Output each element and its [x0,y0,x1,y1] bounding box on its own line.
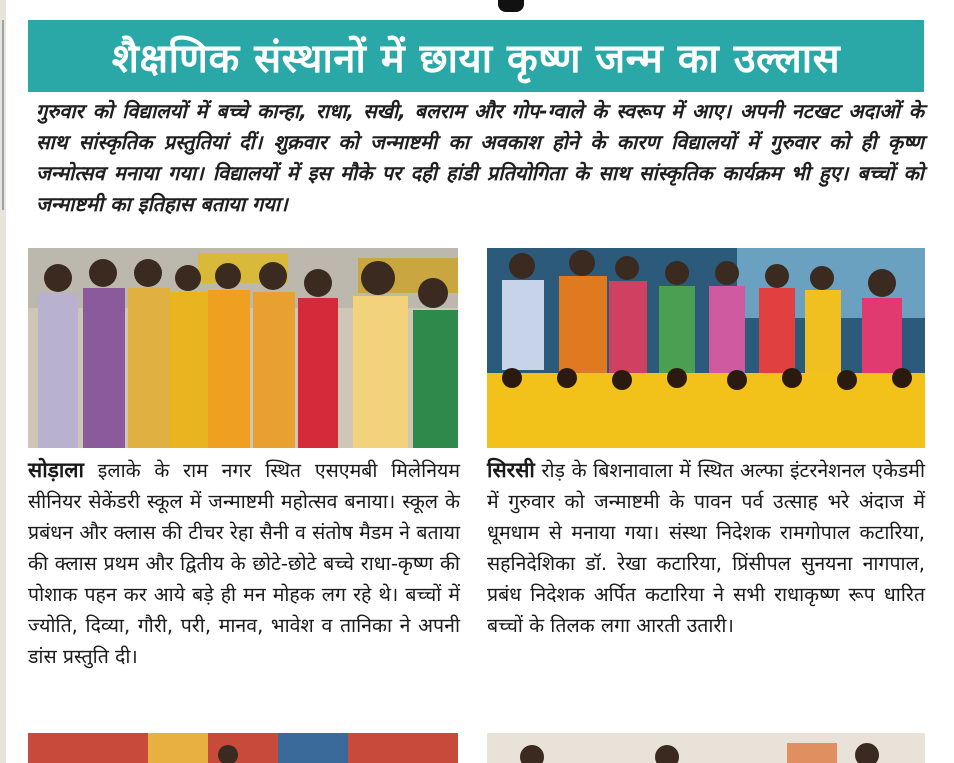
headline-banner [28,20,924,92]
story-sodala [28,455,460,672]
story-dateline: सिरसी [487,458,535,482]
photo-strip-cropped [487,733,925,763]
story-body: रोड़ के बिशनावाला में स्थित अल्फा इंटरनेशनल एकेडमी में गुरुवार को जन्माष्टमी के पावन पर्व उत्साह भरे अंदाज में धूमधाम से मनाया गया। संस्था निदेशक रामगोपाल कटारिया, सहनिदेशिका डॉ. रेखा कटारिया, प्रिंसीपल सुनयना नागपाल, प्रबंध निदेशक अर्पित कटारिया ने सभी राधाकृष्ण रूप धारित बच्चों के तिलक लगा आरती उतारी। [487,459,925,637]
story-sirsi [487,455,925,641]
page-edge [0,0,6,763]
photo-strip-cropped [28,733,458,763]
photo-school-celebration [487,248,925,448]
cropped-heading-glyph [498,0,524,12]
column-rule [2,20,4,210]
story-body: इलाके के राम नगर स्थित एसएमबी मिलेनियम सीनियर सेकेंडरी स्कूल में जन्माष्टमी महोत्सव बनाया। स्कूल के प्रबंधन और क्लास की टीचर रेहा सैनी व संतोष मैडम ने बताया की क्लास प्रथम और द्वितीय के छोटे-छोटे बच्चे राधा-कृष्ण की पोशाक पहन कर आये बड़े ही मन मोहक लग रहे थे। बच्चों में ज्योति, दिव्या, गौरी, परी, मानव, भावेश व तानिका ने अपनी डांस प्रस्तुति दी। [28,459,460,668]
lede-paragraph: गुरुवार को विद्यालयों में बच्चे कान्हा, राधा, सखी, बलराम और गोप-ग्वाले के स्वरूप में आए। अपनी नटखट अदाओं के साथ सांस्कृतिक प्रस्तुतियां दीं। शुक्रवार को जन्माष्टमी का अवकाश होने के कारण विद्यालयों में गुरुवार को ही कृष्ण जन्मोत्सव मनाया गया। विद्यालयों में इस मौके पर दही हांडी प्रतियोगिता के साथ सांस्कृतिक कार्यक्रम भी हुए। बच्चों को जन्माष्टमी का इतिहास बताया गया। [36,99,924,216]
headline: शैक्षणिक संस्थानों में छाया कृष्ण जन्म का उल्लास [111,35,841,82]
story-dateline: सोड़ाला [28,458,84,482]
photo-children-costumes [28,248,458,448]
